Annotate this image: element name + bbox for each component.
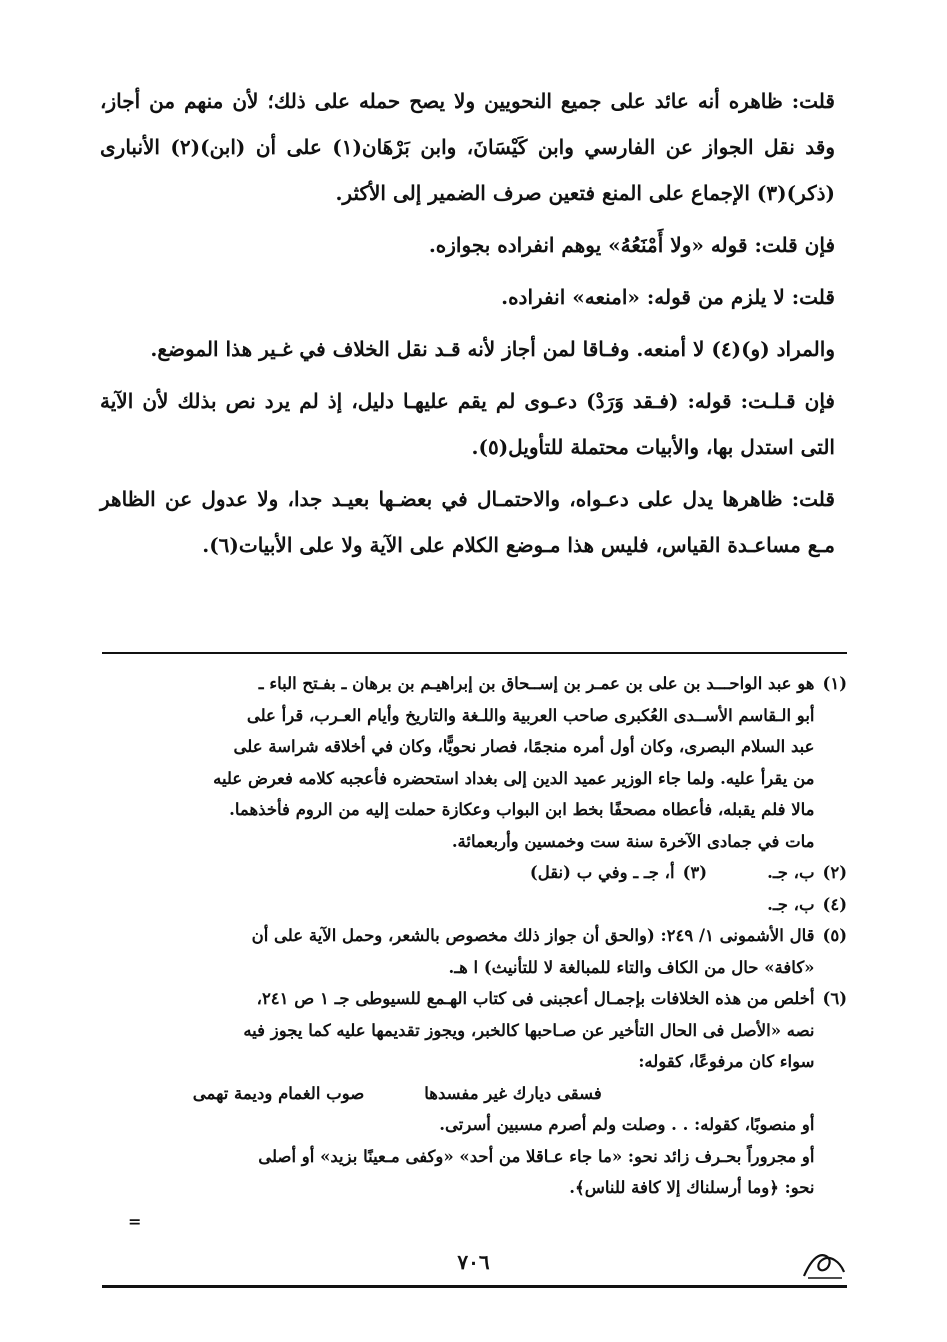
footnote-line: نحو: ﴿وما أرسلناك إلا كافة للناس﴾.: [569, 1178, 815, 1197]
paragraph-4: والمراد (و)(٤) لا أمنعه. وفـاقا لمن أجاز لأنه قـد نقل الخلاف في غـير هذا الموضع.: [150, 337, 835, 361]
poetry-verse: [100, 1078, 815, 1110]
paragraph-6: قلت: ظاهرها يدل على دعـواه، والاحتمـال في بعضـها بعيـد جدا، ولا عدول عن الظاهر مـع مساعـدة القياس، فليس هذا مـوضع الكلام على الآية ولا على الأبيات(٦).: [100, 487, 835, 557]
footnote-line: أبو الـقاسم الأســدى العُكبرى صاحب العربية واللـغة والتاريخ وأيام العـرب، قرأ على: [246, 705, 815, 725]
paragraph-3: قلت: لا يلزم من قوله: «امنعه» انفراده.: [501, 285, 835, 309]
footnote-line: سواء كان مرفوعًا، كقوله:: [638, 1052, 815, 1071]
footnote-2: [767, 857, 847, 889]
footnote-line: مالا فلم يقبله، فأعطاه مصحفًا بخط ابن البواب وعكازة حملت إليه من الروم فأخذهما.: [229, 800, 815, 819]
footnote-line: هو عبد الواحـــد بن على بن عمـر بن إســحاق بن إبراهيـم بن برهان ـ بفـتح الباء ـ: [258, 674, 815, 693]
footnote-line: نصه «الأصل فى الحال التأخير عن صـاحبها كالخبر، ويجوز تقديمها عليه كما يجوز فيه: [243, 1020, 815, 1040]
footnote-text: ب، جـ.: [767, 863, 815, 882]
footnote-4: [100, 889, 847, 921]
footnote-number: (٣): [682, 863, 708, 882]
footnote-line: أخلص من هذه الخلافات بإجمـال أعجبنى فى كتاب الهـمع للسيوطى جـ ١ ص ٢٤١،: [256, 989, 815, 1008]
footnote-line: «كافة» حال من الكاف والتاء للمبالغة لا للتأنيث) ا هـ.: [448, 957, 815, 977]
continuation-mark: =: [128, 1212, 142, 1231]
paragraph-2: فإن قلت: قوله «ولا أَمْنَعُهُ» يوهم انفراده بجوازه.: [428, 233, 835, 257]
footnote-3: [530, 857, 707, 889]
footnote-line: مات في جمادى الآخرة سنة ست وخمسين وأربعمائة.: [451, 831, 815, 851]
footnote-text: أ، جـ ـ وفي ب (نقل): [529, 863, 675, 882]
footnotes-2-3: [100, 857, 847, 889]
footnote-text: ب، جـ.: [767, 894, 815, 914]
footnote-number: (٢): [822, 863, 847, 882]
bottom-rule: [102, 1285, 847, 1288]
paragraph-5: فإن قـلـت: قوله: (فـقد وَرَدْ) دعـوى لم يقم عليهـا دليل، إذ لم يرد نص بذلك لأن الآية التى استدل بها، والأبيات محتملة للتأويل(٥).: [100, 389, 835, 459]
footnote-1: [100, 668, 847, 857]
footnotes: [100, 668, 847, 1204]
footnote-number: (٤): [822, 894, 847, 914]
footnote-separator: [102, 652, 847, 654]
page-number: ٧٠٦: [457, 1250, 490, 1274]
footnote-line: من يقرأ عليه. ولما جاء الوزير عميد الدين إلى بغداد استحضره فأعجبه كلامه فعرض عليه: [213, 768, 815, 788]
footnote-line: عبد السلام البصرى، وكان أول أمره منجمًا، فصار نحويًّا، وكان في أخلاقه شراسة على: [233, 737, 815, 756]
paragraph-1: قلت: ظاهره أنه عائد على جميع النحويين ولا يصح حمله على ذلك؛ لأن منهم من أجاز، وقد نقل الجواز عن الفارسي وابن كَيْسَانَ، وابن بَرْهَان(١) على أن (ابن)(٢) الأنبارى (ذكر)(٣) الإجماع على المنع فتعين صرف الضمير إلى الأكثر.: [100, 89, 835, 205]
footnote-5: [100, 920, 847, 983]
footnote-number: (١): [822, 674, 847, 693]
footnote-line: أو مجروراً بحـرف زائد نحو: «ما جاء عـاقلا من أحد» «وكفى مـعينًا بزيد» أو أصلى: [258, 1146, 815, 1166]
verse-second-hemistich: صوب الغمام وديمة تهمى: [192, 1083, 365, 1103]
verse-first-hemistich: فسقى ديارك غير مفسدها: [424, 1083, 602, 1103]
footnote-number: (٦): [822, 989, 847, 1008]
footnote-line: قال الأشمونى ١/ ٢٤٩: (والحق أن جواز ذلك مخصوص بالشعر، وحمل الآية على أن: [251, 926, 815, 945]
footnote-6: [100, 983, 847, 1204]
main-text: [100, 78, 835, 574]
footnote-line: أو منصوبًا، كقوله: . . وصلت ولم أصرم مسبين أسرتى.: [439, 1115, 815, 1134]
scribble-mark-icon: [800, 1242, 846, 1282]
footnote-number: (٥): [822, 926, 847, 945]
